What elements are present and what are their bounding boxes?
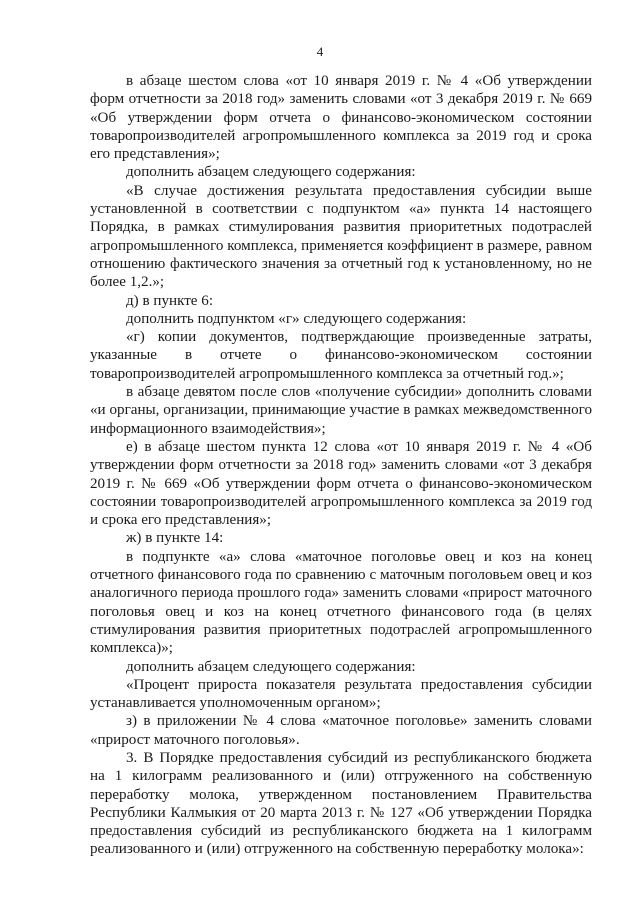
paragraph-item-zh: ж) в пункте 14: (126, 530, 224, 547)
paragraph-add-subitem-g: дополнить подпунктом «г» следующего содержания: (126, 310, 467, 327)
paragraph-item-z: з) в приложении № 4 слова «маточное поголовье» заменить словами «прирост маточного поголовья». (90, 713, 592, 748)
paragraph-add-abzac-2: дополнить абзацем следующего содержания: (126, 658, 416, 675)
paragraph-add-abzac: дополнить абзацем следующего содержания: (126, 164, 416, 181)
paragraph-item-e: е) в абзаце шестом пункта 12 слова «от 10 января 2019 г. № 4 «Об утверждении форм отчетности за 2018 год» заменить словами «от 3 декабря 2019 г. № 669 «Об утверждении форм отчета о финансово-экономическом состоянии товаропроизводителей агропромышленного комплекса за 2019 год и срока его представления»; (90, 438, 592, 529)
document-body (90, 72, 592, 859)
paragraph-item-d: д) в пункте 6: (126, 292, 214, 309)
paragraph-section-3: 3. В Порядке предоставления субсидий из республиканского бюджета на 1 килограмм реализованного и (или) отгруженного на собственную переработку молока, утвержденном постановлением Правительства Республики Калмыкия от 20 марта 2013 г. № 127 «Об утверждении Порядка предоставления субсидий из республиканского бюджета на 1 килограмм реализованного и (или) отгруженного на собственную переработку молока»: (90, 749, 592, 858)
paragraph-subitem-g-quote: «г) копии документов, подтверждающие произведенные затраты, указанные в отчете о финансово-экономическом состоянии товаропроизводителей агропромышленного комплекса за отчетный год.»; (90, 329, 592, 382)
paragraph-coefficient-quote: «В случае достижения результата предоставления субсидии выше установленной в соответствии с подпунктом «а» пункта 14 настоящего Порядка, в рамках стимулирования развития приоритетных подотраслей агропромышленного комплекса, применяется коэффициент в размере, равном отношению фактического значения за отчетный год к установленному, но не более 1,2.»; (90, 182, 592, 291)
paragraph-subitem-a: в подпункте «а» слова «маточное поголовье овец и коз на конец отчетного финансового года по сравнению с маточным поголовьем овец и коз аналогичного периода прошлого года» заменить словами «прирост маточного поголовья овец и коз на конец отчетного финансового года (в целях стимулирования развития приоритетных подотраслей агропромышленного комплекса)»; (90, 548, 592, 657)
paragraph-amend-sixth-abzac: в абзаце шестом слова «от 10 января 2019 г. № 4 «Об утверждении форм отчетности за 2018 год» заменить словами «от 3 декабря 2019 г. № 669 «Об утверждении форм отчета о финансово-экономическом состоянии товаропроизводителей агропромышленного комплекса за 2019 год и срока его представления»; (90, 73, 592, 163)
paragraph-ninth-abzac: в абзаце девятом после слов «получение субсидии» дополнить словами «и органы, организации, принимающие участие в рамках межведомственного информационного взаимодействия»; (90, 384, 592, 437)
paragraph-percent-quote: «Процент прироста показателя результата предоставления субсидии устанавливается уполномоченным органом»; (90, 676, 592, 712)
page-number: 4 (316, 44, 324, 59)
